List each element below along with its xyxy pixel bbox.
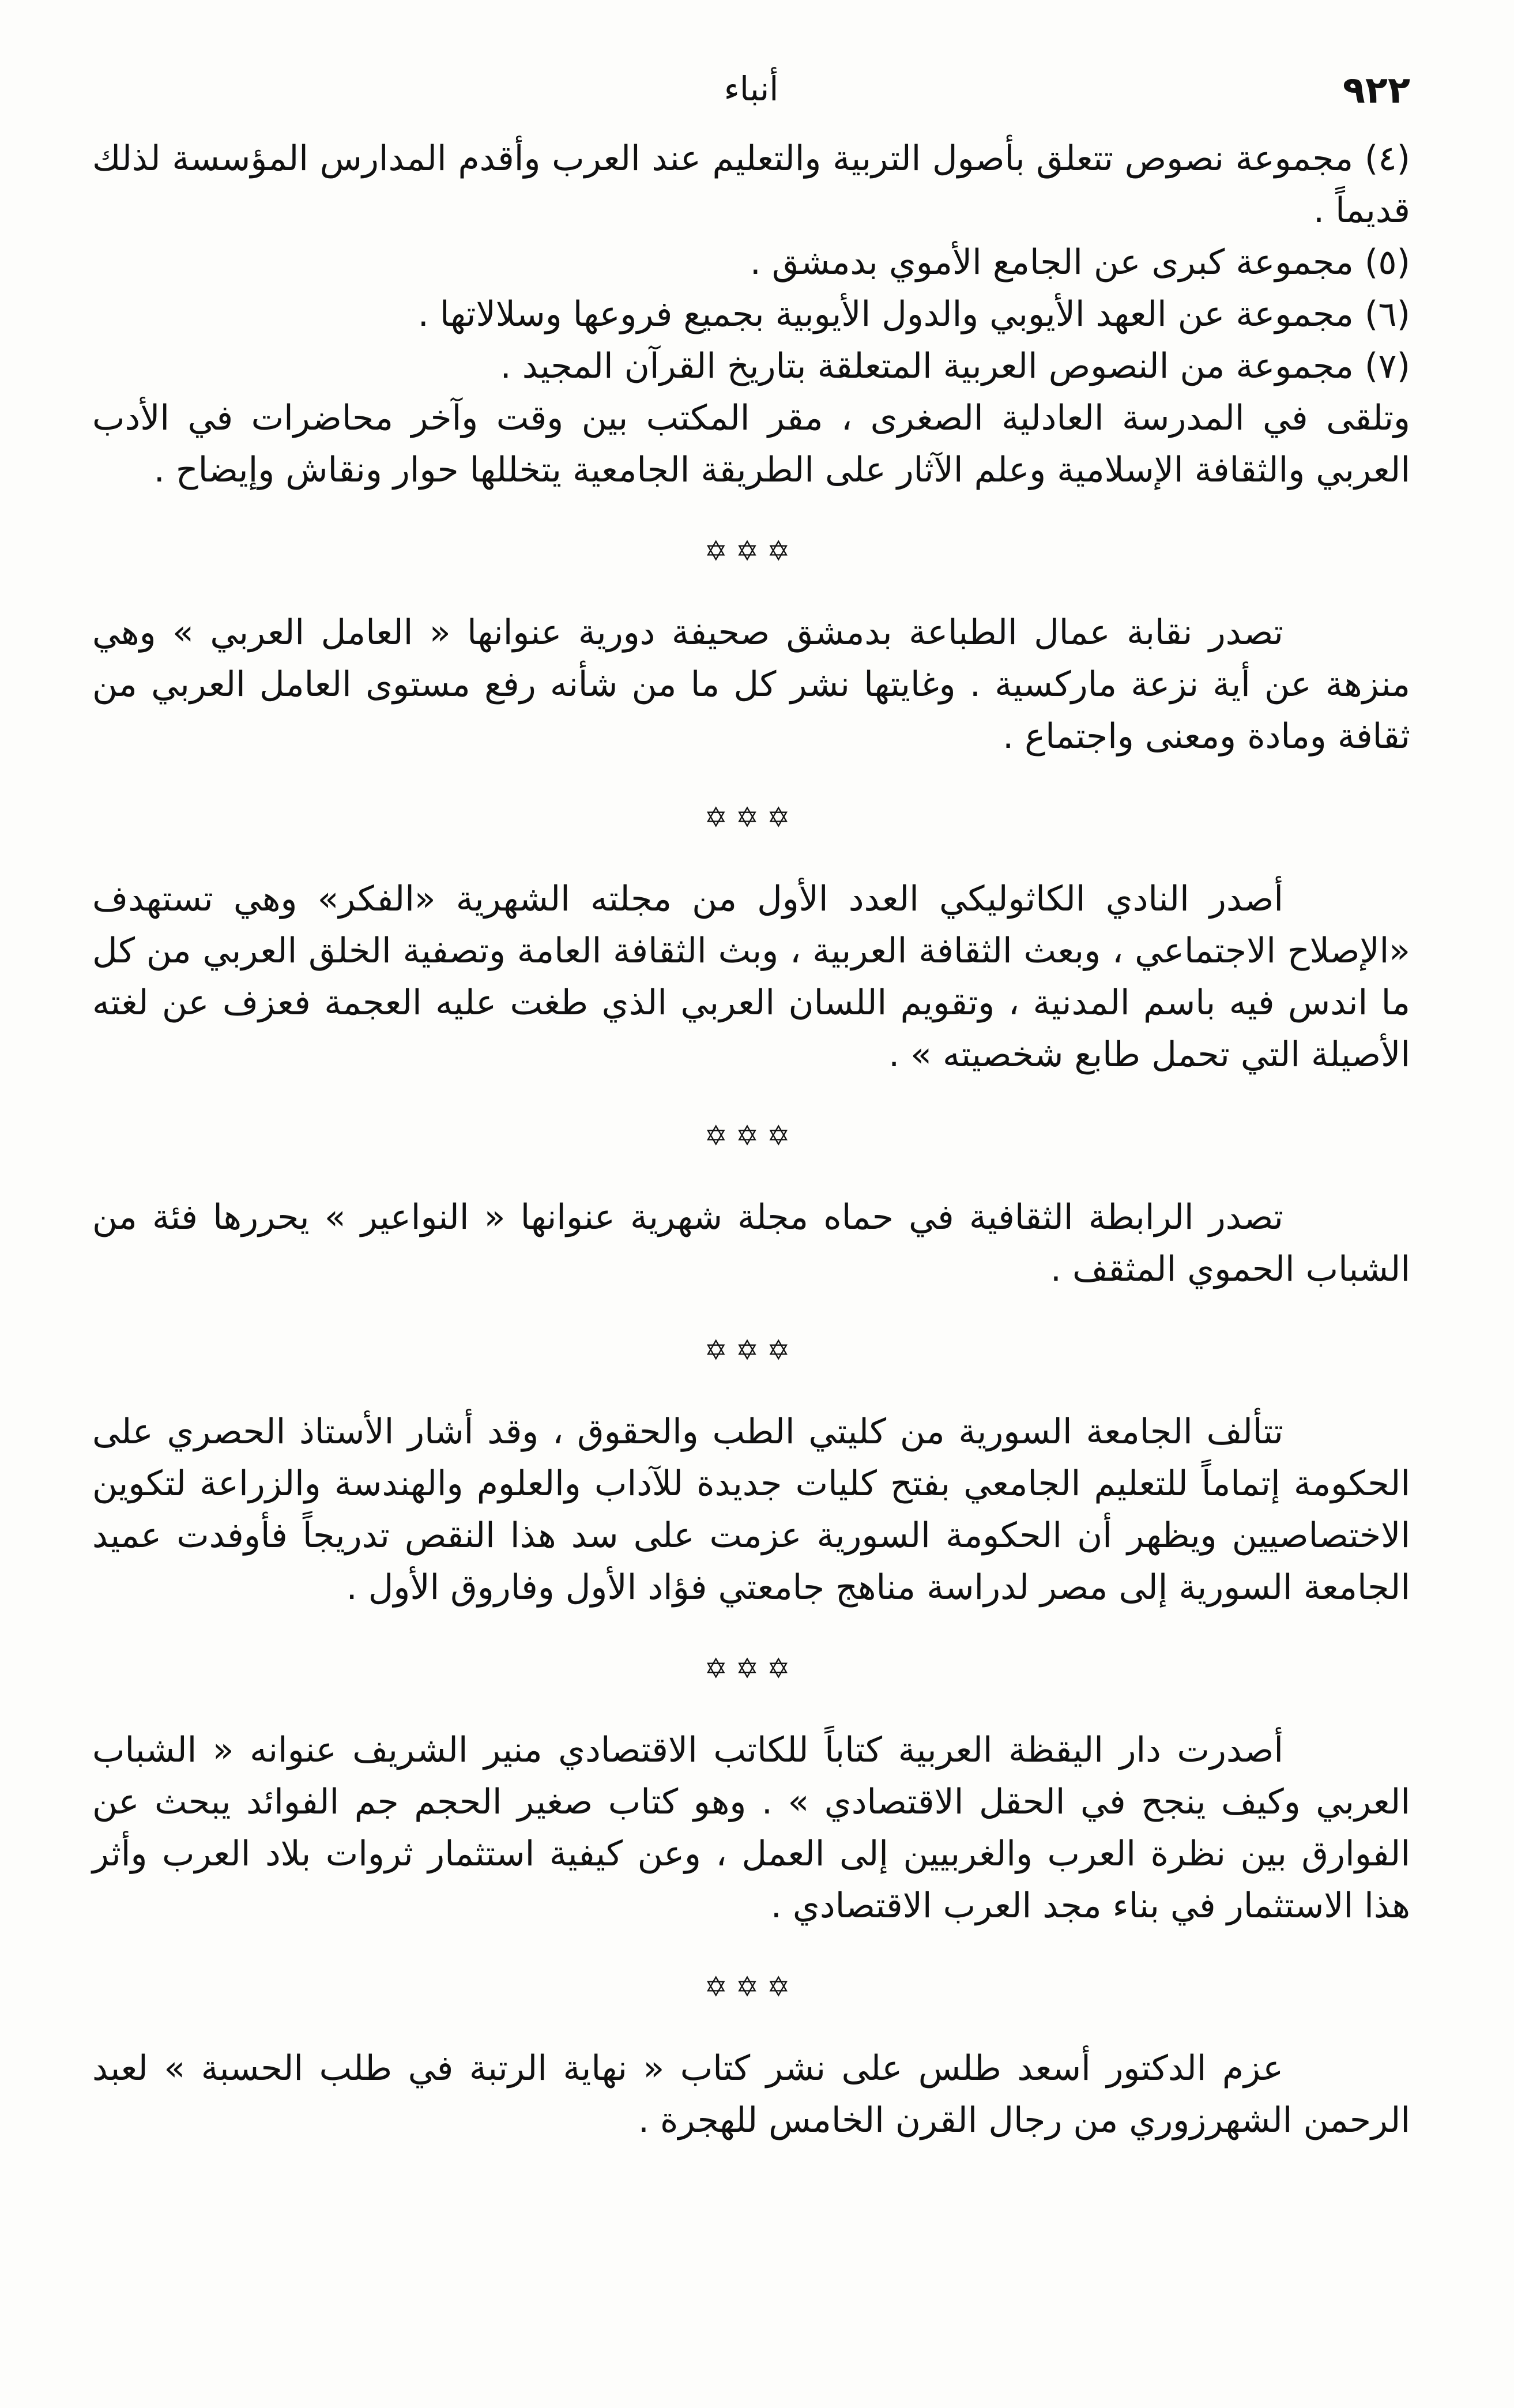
news-item-syrian-university: تتألف الجامعة السورية من كليتي الطب والحقوق ، وقد أشار الأستاذ الحصري على الحكومة إتماماً للتعليم الجامعي بفتح كليات جديدة للآداب والعلوم والهندسة والزراعة لتكوين الاختصاصيين ويظهر أن الحكومة السورية عزمت على سد هذا النقص تدريجاً فأوفدت عميد الجامعة السورية إلى مصر لدراسة مناهج جامعتي فؤاد الأول وفاروق الأول . (92, 1412, 1410, 1608)
page-content (92, 133, 1410, 2146)
section-separator: ✡✡✡ (704, 1120, 799, 1152)
intro-paragraph: وتلقى في المدرسة العادلية الصغرى ، مقر المكتب بين وقت وآخر محاضرات في الأدب العربي والثقافة الإسلامية وعلم الآثار على الطريقة الجامعية يتخللها حوار ونقاش وإيضاح . (92, 398, 1410, 490)
news-item-workers-newspaper: تصدر نقابة عمال الطباعة بدمشق صحيفة دورية عنوانها « العامل العربي » وهي منزهة عن أية نزعة ماركسية . وغايتها نشر كل ما من شأنه رفع مستوى العامل العربي من ثقافة ومادة ومعنى واجتماع . (92, 612, 1410, 757)
list-item: (٦) مجموعة عن العهد الأيوبي والدول الأيوبية بجميع فروعها وسلالاتها . (417, 294, 1410, 334)
news-item-nawaeer-magazine: تصدر الرابطة الثقافية في حماه مجلة شهرية عنوانها « النواعير » يحررها فئة من الشباب الحموي المثقف . (92, 1197, 1410, 1289)
running-title: أنباء (724, 69, 779, 108)
page-number: ٩٢٢ (1342, 69, 1410, 112)
news-item-hisba-book: عزم الدكتور أسعد طلس على نشر كتاب « نهاية الرتبة في طلب الحسبة » لعبد الرحمن الشهرزوري من رجال القرن الخامس للهجرة . (92, 2048, 1410, 2140)
list-item: (٧) مجموعة من النصوص العربية المتعلقة بتاريخ القرآن المجيد . (500, 346, 1410, 386)
section-separator: ✡✡✡ (704, 1334, 799, 1367)
news-item-alfikr-magazine: أصدر النادي الكاثوليكي العدد الأول من مجلته الشهرية «الفكر» وهي تستهدف «الإصلاح الاجتماعي ، وبعث الثقافة العربية ، وبث الثقافة العامة وتصفية الخلق العربي من كل ما اندس فيه باسم المدنية ، وتقويم اللسان العربي الذي طغت عليه العجمة فعزف عن لغته الأصيلة التي تحمل طابع شخصيته » . (92, 879, 1410, 1075)
section-separator: ✡✡✡ (704, 1653, 799, 1685)
section-separator: ✡✡✡ (704, 1971, 799, 2003)
list-item: (٥) مجموعة كبرى عن الجامع الأموي بدمشق . (750, 242, 1410, 283)
page-header (92, 63, 1410, 133)
section-separator: ✡✡✡ (704, 535, 799, 567)
section-separator: ✡✡✡ (704, 802, 799, 834)
news-item-arab-youth-book: أصدرت دار اليقظة العربية كتاباً للكاتب الاقتصادي منير الشريف عنوانه « الشباب العربي وكيف ينجح في الحقل الاقتصادي » . وهو كتاب صغير الحجم جم الفوائد يبحث عن الفوارق بين نظرة العرب والغربيين إلى العمل ، وعن كيفية استثمار ثروات بلاد العرب وأثر هذا الاستثمار في بناء مجد العرب الاقتصادي . (92, 1730, 1410, 1926)
list-item: (٤) مجموعة نصوص تتعلق بأصول التربية والتعليم عند العرب وأقدم المدارس المؤسسة لذلك قديماً . (92, 138, 1410, 231)
